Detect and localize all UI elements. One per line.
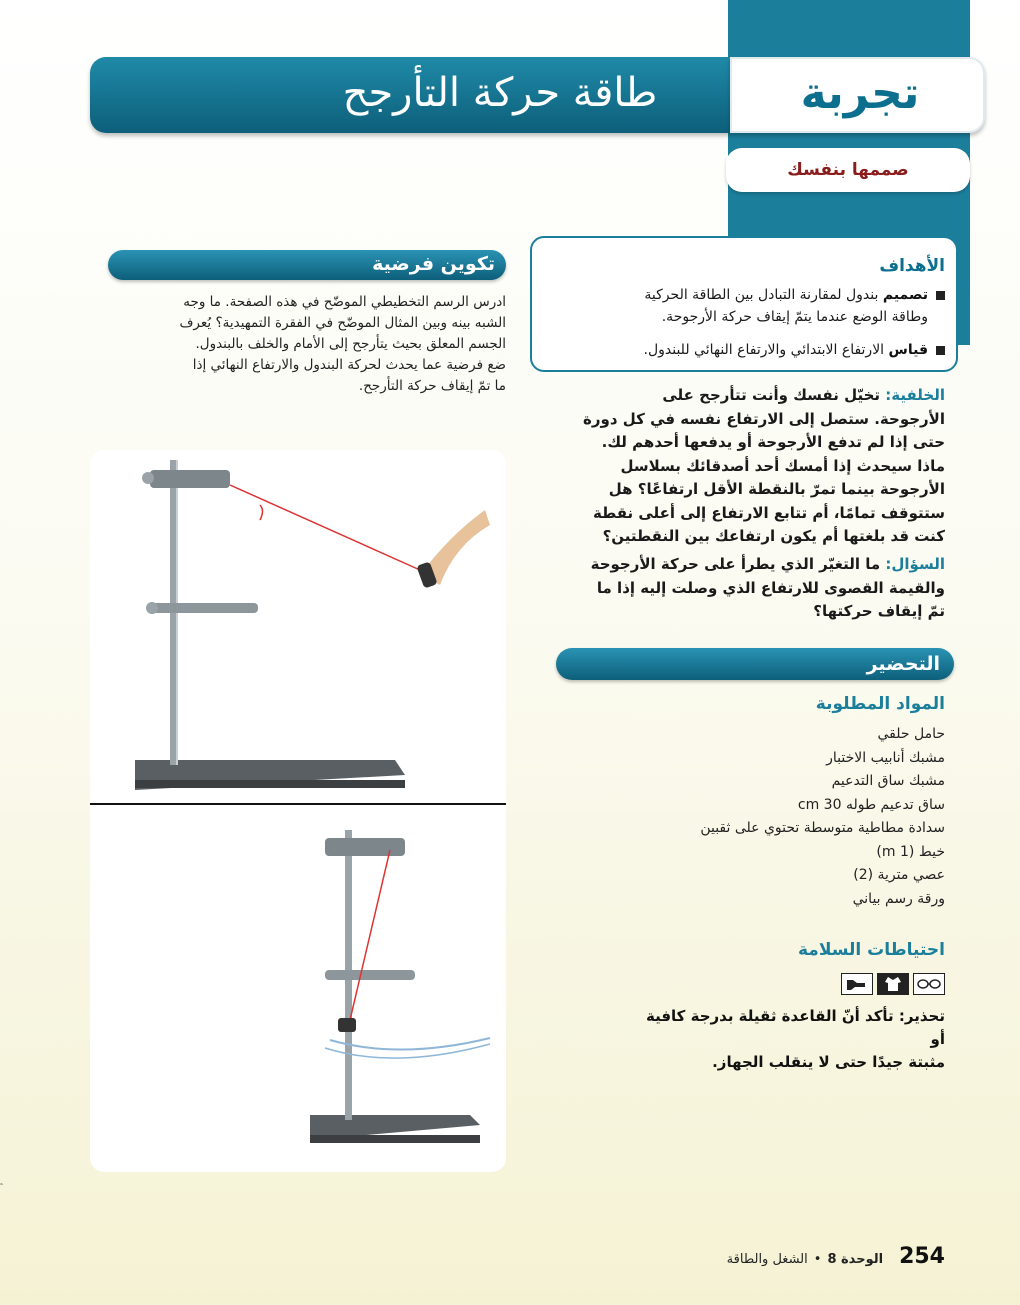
bullet-icon (936, 346, 945, 355)
page-footer (727, 1244, 945, 1269)
list-item: خيط (1 m) (876, 843, 945, 860)
list-item: ورقة رسم بياني (852, 890, 945, 907)
goggles-icon (913, 973, 945, 995)
safety-title: احتياطات السلامة (798, 940, 945, 960)
list-item: حامل حلقي (877, 726, 945, 742)
page-title: طاقة حركة التأرجح (342, 70, 658, 116)
materials-title: المواد المطلوبة (815, 694, 945, 714)
experiment-tag: تجربة (800, 68, 920, 119)
preparation-title: التحضير (866, 653, 940, 675)
list-item: مشبك ساق التدعيم (831, 773, 945, 789)
safety-warning: تحذير: تأكد أنّ القاعدة ثقيلة بدرجة كافية أو مثبتة جيدًا حتى لا ينقلب الجهاز. (646, 1007, 945, 1071)
unit-number: الوحدة 8 (827, 1252, 884, 1267)
list-item: ساق تدعيم طوله 30 cm (797, 796, 945, 813)
background-text: الخلفية: تخيّل نفسك وأنت تتأرجح على الأرجوحة. ستصل إلى الارتفاع نفسه في كل دورة حتى إذا لم تدفع الأرجوحة أو يدفعها أحدهم لك. ماذا سيحدث إذا أمسك أحد أصدقائك بسلاسل الأرجوحة بينما تمرّ بالنقطة الأقل ارتفاعًا؟ هل ستتوقف تمامًا، أم تتابع الارتفاع إلى أعلى نقطة كنت قد بلغتها أم يكون ارتفاعك بين النقطتين؟ (583, 386, 945, 545)
lab-coat-icon (877, 973, 909, 995)
hypothesis-title: تكوين فرضية (372, 253, 495, 275)
footer-separator: • (813, 1252, 822, 1267)
design-label: صممها بنفسك (787, 160, 909, 180)
pendulum-illustration (90, 450, 506, 1172)
objective-item: تصميم بندول لمقارنة التبادل بين الطاقة الحركية وطاقة الوضع عندما يتمّ إيقاف حركة الأرجوحة. (550, 284, 945, 328)
list-item: عصي مترية (2) (853, 867, 945, 883)
bullet-icon (936, 291, 945, 300)
unit-title: الشغل والطاقة (726, 1252, 808, 1267)
illustration-divider (90, 803, 506, 805)
materials-list (615, 723, 945, 911)
objective-item: قياس الارتفاع الابتدائي والارتفاع النهائي للبندول. (550, 339, 945, 361)
hand-safety-icon (841, 973, 873, 995)
objectives-title: الأهداف (879, 256, 945, 276)
hypothesis-text: ادرس الرسم التخطيطي الموضّح في هذه الصفحة. ما وجه الشبه بينه وبين المثال الموضّح في الفقرة التمهيدية؟ يُعرف الجسم المعلق بحيث يتأرجح إلى الأمام والخلف بالبندول. ضع فرضية عما يحدث لحركة البندول والارتفاع النهائي إذا ما تمّ إيقاف حركة التأرجح. (179, 294, 506, 394)
safety-icons (841, 973, 945, 995)
illustration-panel (90, 450, 506, 1172)
ring-stand-bottom (310, 830, 490, 1143)
list-item: مشبك أنابيب الاختبار (826, 749, 945, 766)
list-item: سدادة مطاطية متوسطة تحتوي على ثقبين (700, 820, 945, 836)
ring-stand-top (135, 460, 490, 790)
page-number: 254 (899, 1244, 945, 1269)
question-text: السؤال: ما التغيّر الذي يطرأ على حركة الأرجوحة والقيمة القصوى للارتفاع الذي وصلت إليه إذا ما تمّ إيقاف حركتها؟ (590, 555, 945, 620)
